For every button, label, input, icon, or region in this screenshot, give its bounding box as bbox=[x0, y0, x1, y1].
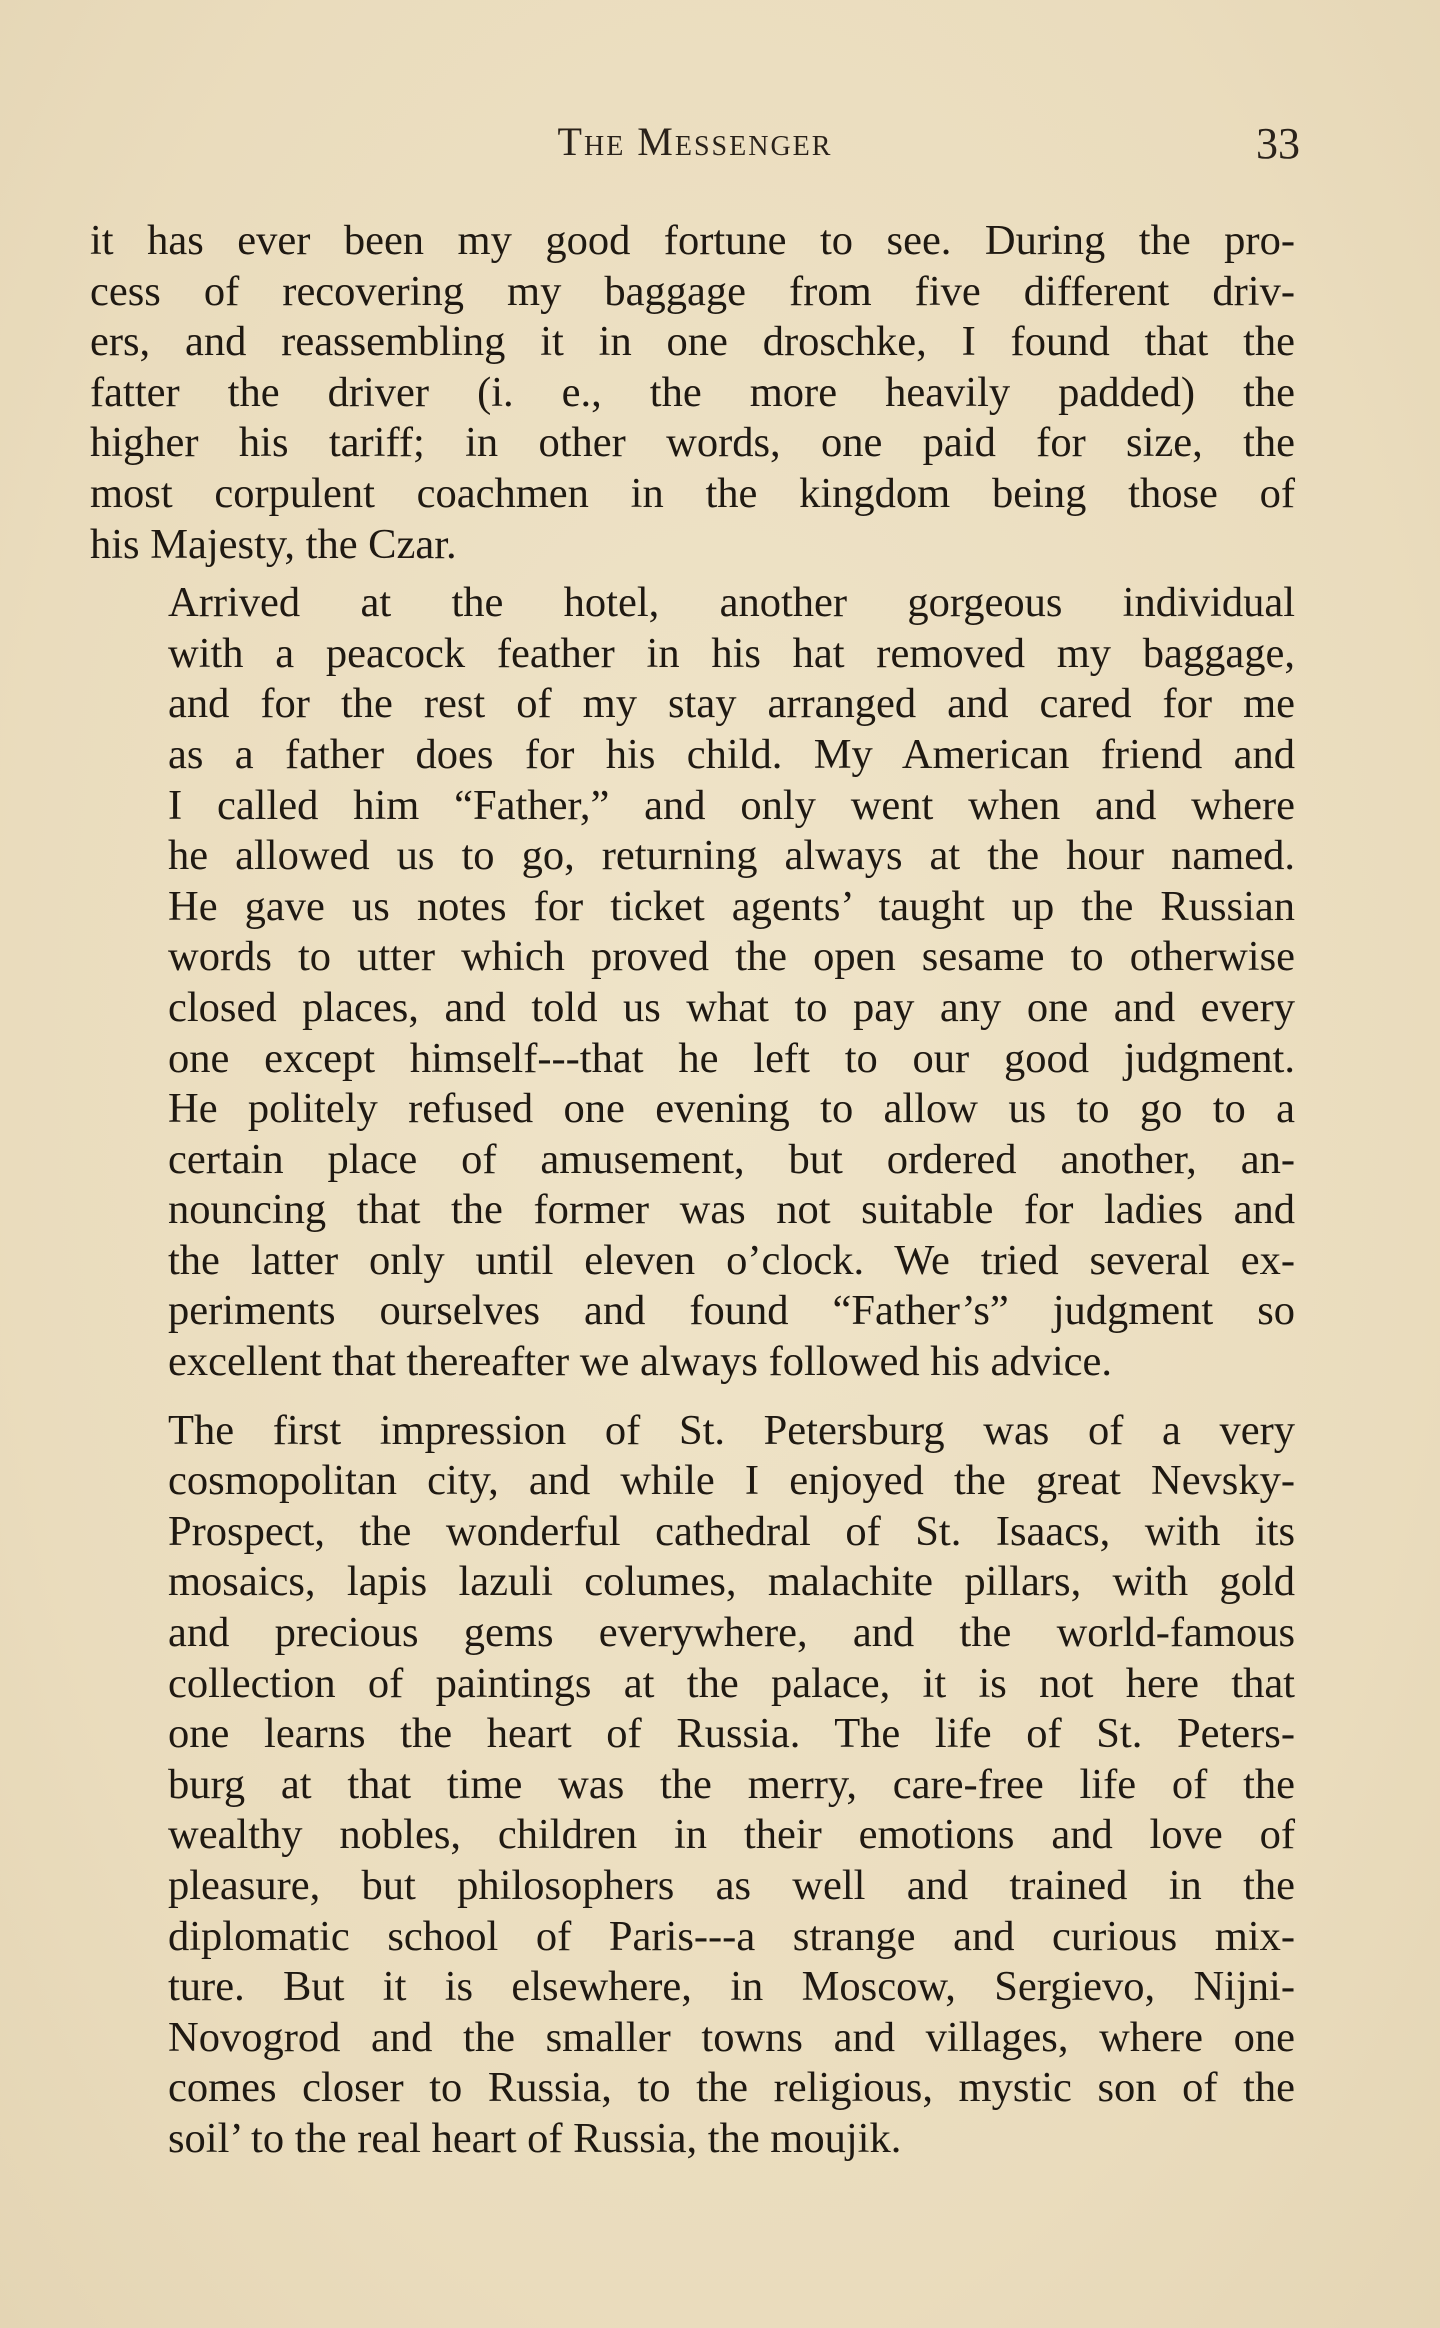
text-line: collection of paintings at the palace, it is not here that bbox=[168, 1659, 1295, 1707]
text-line: The first impression of St. Petersburg was of a very bbox=[168, 1406, 1295, 1454]
running-title: The Messenger bbox=[557, 119, 833, 164]
text-line: He gave us notes for ticket agents’ taught up the Russian bbox=[168, 882, 1295, 930]
text-line: ers, and reassembling it in one droschke, I found that the bbox=[90, 318, 1295, 366]
text-line: periments ourselves and found “Father’s” judgment so bbox=[168, 1287, 1295, 1335]
text-line: diplomatic school of Paris---a strange and curious mix- bbox=[168, 1912, 1295, 1960]
text-line: nouncing that the former was not suitable for ladies and bbox=[168, 1186, 1295, 1234]
text-line: one except himself---that he left to our good judgment. bbox=[168, 1034, 1295, 1082]
text-line: Arrived at the hotel, another gorgeous individual bbox=[168, 579, 1295, 627]
text-line: certain place of amusement, but ordered another, an- bbox=[168, 1135, 1295, 1183]
text-line: most corpulent coachmen in the kingdom being those of bbox=[90, 469, 1295, 517]
running-head bbox=[90, 118, 1300, 178]
text-line: comes closer to Russia, to the religious, mystic son of the bbox=[168, 2064, 1295, 2112]
text-line: He politely refused one evening to allow us to go to a bbox=[168, 1085, 1295, 1133]
page-number: 33 bbox=[1256, 119, 1300, 168]
text-line: cosmopolitan city, and while I enjoyed the great Nevsky- bbox=[168, 1457, 1295, 1505]
text-line: burg at that time was the merry, care-free life of the bbox=[168, 1760, 1295, 1808]
text-line: Novogrod and the smaller towns and villages, where one bbox=[168, 2013, 1295, 2061]
text-line: he allowed us to go, returning always at the hour named. bbox=[168, 832, 1295, 880]
paragraph-3 bbox=[90, 1406, 1295, 2165]
text-line: and precious gems everywhere, and the world-famous bbox=[168, 1609, 1295, 1657]
text-line: Prospect, the wonderful cathedral of St. Isaacs, with its bbox=[168, 1507, 1295, 1555]
text-line: ture. But it is elsewhere, in Moscow, Sergievo, Nijni- bbox=[168, 1963, 1295, 2011]
text-line: higher his tariff; in other words, one paid for size, the bbox=[90, 419, 1295, 467]
text-line: and for the rest of my stay arranged and cared for me bbox=[168, 680, 1295, 728]
text-line: cess of recovering my baggage from five different driv- bbox=[90, 267, 1295, 315]
text-line: soil’ to the real heart of Russia, the moujik. bbox=[168, 2114, 902, 2162]
text-line: wealthy nobles, children in their emotions and love of bbox=[168, 1811, 1295, 1859]
text-line: I called him “Father,” and only went when and where bbox=[168, 781, 1295, 829]
text-line: the latter only until eleven o’clock. We tried several ex- bbox=[168, 1236, 1295, 1284]
paragraph-2 bbox=[90, 578, 1295, 1388]
text-line: pleasure, but philosophers as well and trained in the bbox=[168, 1862, 1295, 1909]
body-text bbox=[90, 216, 1295, 2165]
text-line: fatter the driver (i. e., the more heavily padded) the bbox=[90, 368, 1295, 416]
text-line: one learns the heart of Russia. The life of St. Peters- bbox=[168, 1710, 1295, 1758]
text-line: as a father does for his child. My American friend and bbox=[168, 730, 1295, 778]
text-line: closed places, and told us what to pay any one and every bbox=[168, 983, 1295, 1031]
paragraph-1 bbox=[90, 216, 1295, 570]
text-line: it has ever been my good fortune to see. During the pro- bbox=[90, 217, 1295, 264]
text-line: his Majesty, the Czar. bbox=[90, 520, 457, 568]
text-line: words to utter which proved the open sesame to otherwise bbox=[168, 933, 1295, 981]
text-line: mosaics, lapis lazuli columes, malachite pillars, with gold bbox=[168, 1558, 1295, 1606]
text-line: excellent that thereafter we always followed his advice. bbox=[168, 1338, 1113, 1386]
text-line: with a peacock feather in his hat removed my baggage, bbox=[168, 629, 1295, 677]
